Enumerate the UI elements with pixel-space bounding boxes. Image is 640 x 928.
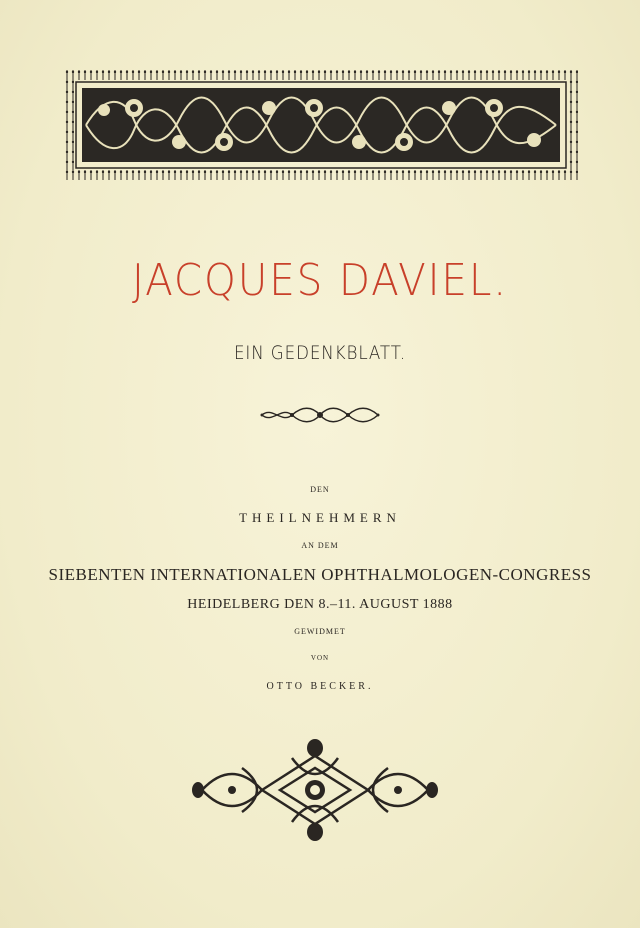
dedication-an-dem: AN DEM — [301, 541, 339, 550]
dedication-place-date: HEIDELBERG DEN 8.–11. AUGUST 1888 — [187, 597, 453, 612]
dedication-gewidmet: GEWIDMET — [294, 627, 346, 636]
author-name: OTTO BECKER. — [266, 681, 374, 692]
header-ornament-banner — [64, 70, 578, 180]
dedication-theilnehmern: THEILNEHMERN — [239, 510, 401, 525]
page-title: JACQUES DAVIEL. — [132, 255, 508, 306]
dedication-den: DEN — [310, 485, 330, 494]
vine-ornament — [258, 404, 382, 426]
knotwork-ornament — [192, 738, 438, 842]
dedication-von: VON — [310, 654, 330, 662]
dedication-congress: SIEBENTEN INTERNATIONALEN OPHTHALMOLOGEN-CONGRESS — [48, 565, 592, 584]
page-subtitle: EIN GEDENKBLATT. — [233, 342, 407, 364]
